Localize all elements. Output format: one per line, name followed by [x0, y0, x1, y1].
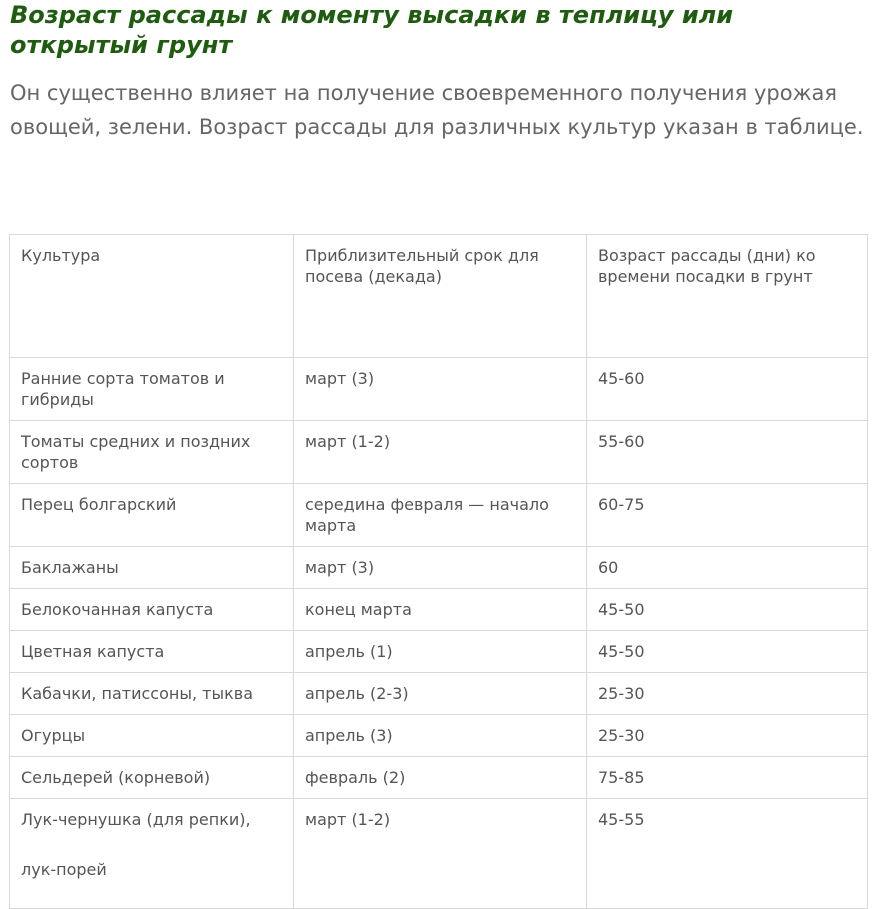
seedling-age-table	[9, 234, 868, 909]
crop-cell: Кабачки, патиссоны, тыква	[10, 673, 294, 715]
sowing-cell: апрель (3)	[294, 715, 587, 757]
table-row	[10, 757, 868, 799]
crop-cell	[10, 799, 294, 909]
table-row	[10, 715, 868, 757]
table-row	[10, 358, 868, 421]
crop-cell: Перец болгарский	[10, 484, 294, 547]
crop-cell: Баклажаны	[10, 547, 294, 589]
age-cell: 45-55	[587, 799, 868, 909]
crop-cell: Белокочанная капуста	[10, 589, 294, 631]
sowing-cell: апрель (1)	[294, 631, 587, 673]
crop-cell: Цветная капуста	[10, 631, 294, 673]
crop-cell: Сельдерей (корневой)	[10, 757, 294, 799]
crop-line: лук-порей	[21, 860, 107, 879]
crop-cell: Томаты средних и поздних сортов	[10, 421, 294, 484]
age-cell: 45-50	[587, 589, 868, 631]
age-cell: 45-60	[587, 358, 868, 421]
article-heading: Возраст рассады к моменту высадки в теплицу или открытый грунт	[10, 1, 734, 59]
table-row	[10, 673, 868, 715]
sowing-cell: середина февраля — начало марта	[294, 484, 587, 547]
table-row	[10, 547, 868, 589]
table-row	[10, 589, 868, 631]
header-sowing-period: Приблизительный срок для посева (декада)	[294, 235, 587, 358]
age-cell: 25-30	[587, 715, 868, 757]
table-header-row	[10, 235, 868, 358]
table-row	[10, 631, 868, 673]
crop-cell: Огурцы	[10, 715, 294, 757]
age-cell: 60	[587, 547, 868, 589]
sowing-cell: март (1-2)	[294, 799, 587, 909]
table-row	[10, 484, 868, 547]
table-row	[10, 799, 868, 909]
age-cell: 55-60	[587, 421, 868, 484]
age-cell: 25-30	[587, 673, 868, 715]
sowing-cell: март (3)	[294, 547, 587, 589]
table-row	[10, 421, 868, 484]
age-cell: 75-85	[587, 757, 868, 799]
sowing-cell: февраль (2)	[294, 757, 587, 799]
sowing-cell: конец марта	[294, 589, 587, 631]
sowing-cell: апрель (2-3)	[294, 673, 587, 715]
sowing-cell: март (1-2)	[294, 421, 587, 484]
age-cell: 60-75	[587, 484, 868, 547]
sowing-cell: март (3)	[294, 358, 587, 421]
crop-line: Лук-чернушка (для репки),	[21, 810, 251, 829]
header-seedling-age: Возраст рассады (дни) ко времени посадки в грунт	[587, 235, 868, 358]
crop-cell: Ранние сорта томатов и гибриды	[10, 358, 294, 421]
header-crop: Культура	[10, 235, 294, 358]
intro-paragraph: Он существенно влияет на получение своевременного получения урожая овощей, зелени. Возраст рассады для различных культур указан в таблице.	[10, 81, 864, 139]
age-cell: 45-50	[587, 631, 868, 673]
